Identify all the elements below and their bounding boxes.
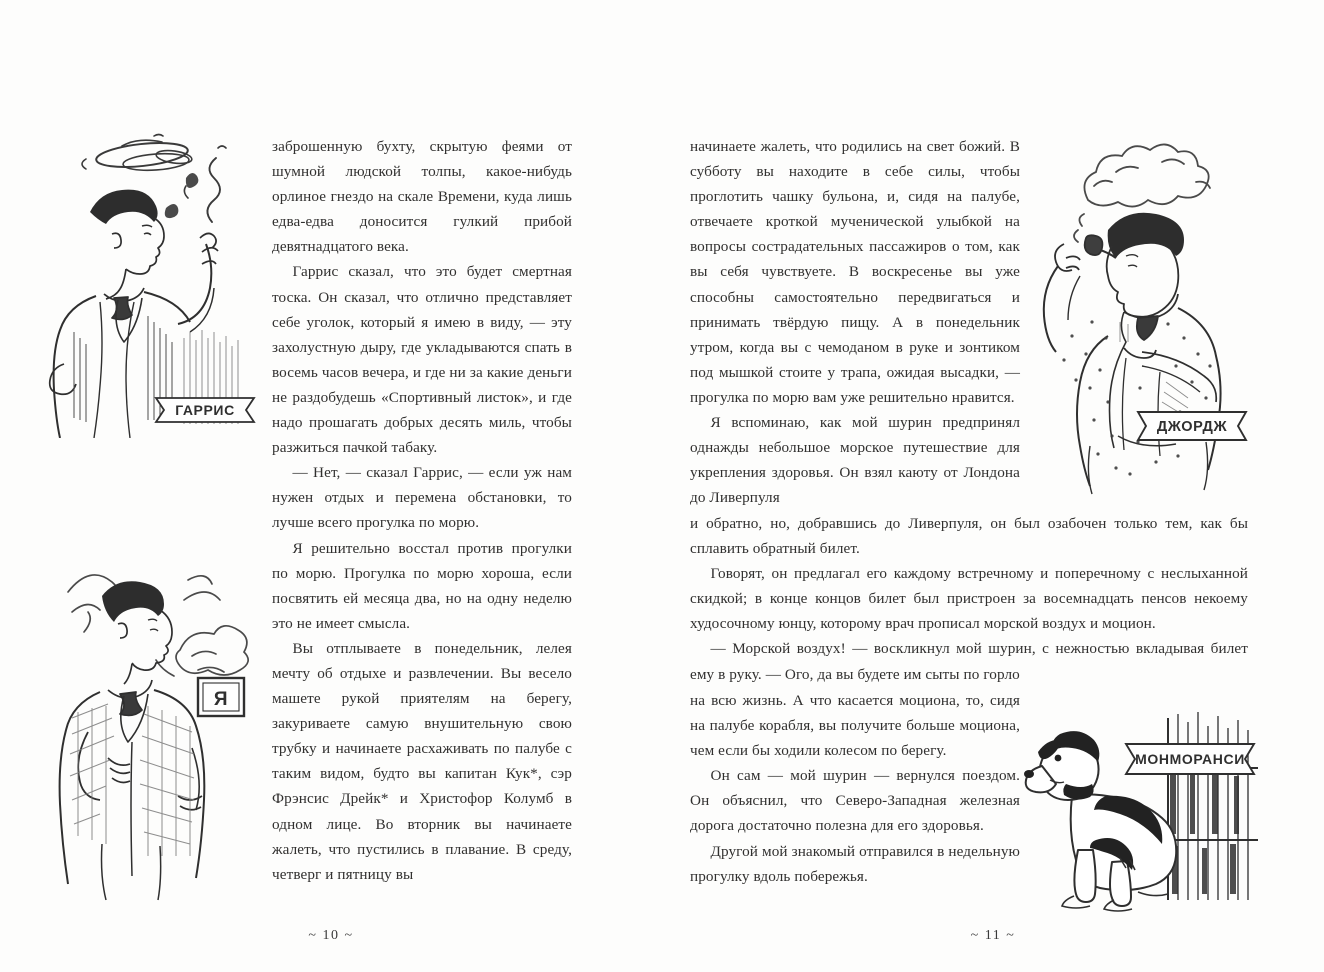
- page-right: [662, 0, 1324, 972]
- page-number-right: ~ 11 ~: [970, 928, 1016, 943]
- illustration-george: [1020, 126, 1272, 498]
- illustration-harris: [38, 126, 264, 438]
- george-caption: ДЖОРДЖ: [1156, 419, 1228, 435]
- paragraph: и обратно, но, добравшись до Ливерпуля, он был озабочен только тем, как бы сплавить обратный билет.: [690, 515, 1248, 558]
- harris-caption: ГАРРИС: [175, 402, 235, 418]
- paragraph: — Нет, — сказал Гаррис, — если уж нам нужен отдых и перемена обстановки, то лучше всего прогулка по морю.: [272, 464, 572, 532]
- paragraph: Гаррис сказал, что это будет смертная тоска. Он сказал, что отлично представляет себе уголок, который я имею в виду, — эту захолустную дыру, где укладываются спать в восемь часов вечера, и где ни за какие деньги не раздобудешь «Спортивный листок», и где надо прошагать добрых десять миль, чтобы разжиться пачкой табаку.: [272, 263, 572, 457]
- narrator-nameplate: [198, 678, 244, 716]
- george-nameplate: [1138, 412, 1246, 440]
- right-page-text-top: [690, 134, 1020, 510]
- paragraph: на всю жизнь. А что касается моциона, то, сидя на палубе корабля, вы получите больше моциона, чем если бы ходили колесом по берегу.: [690, 692, 1020, 760]
- paragraph: Он сам — мой шурин — вернулся поездом. Он объяснил, что Северо-Западная железная дорога достаточно полезна для его здоровья.: [690, 767, 1020, 835]
- paragraph: начинаете жалеть, что родились на свет божий. В субботу вы находите в себе силы, чтобы проглотить чашку бульона, и, сидя на палубе, отвечаете кроткой мученической улыбкой на вопросы сострадательных пассажиров о том, как вы себя чувствуете. В воскресенье вы уже способны самостоятельно передвигаться и принимать твёрдую пищу. А в понедельник утром, когда вы с чемоданом в руке и зонтиком под мышкой стоите у трапа, ожидая высадки, — прогулка по морю вам уже решительно нравится.: [690, 138, 1020, 406]
- right-page-text-bottom: [690, 688, 1020, 889]
- montmorency-caption: МОНМОРАНСИ: [1135, 751, 1245, 767]
- illustration-narrator: [48, 528, 266, 920]
- illustration-montmorency: [1020, 700, 1272, 922]
- paragraph: Другой мой знакомый отправился в недельную прогулку вдоль побережья.: [690, 842, 1020, 885]
- paragraph: заброшенную бухту, скрытую феями от шумной людской толпы, какое-нибудь орлиное гнездо на скале Времени, куда лишь едва-едва доносится гулкий прибой девятнадцатого века.: [272, 138, 572, 256]
- narrator-caption: Я: [213, 689, 229, 710]
- harris-nameplate: [156, 398, 254, 422]
- paragraph: Вы отплываете в понедельник, лелея мечту об отдыхе и развлечении. Вы весело машете рукой приятелям на берегу, закуриваете самую внушительную свою трубку и начинаете расхаживать по палубе с таким видом, будто вы капитан Кук*, сэр Фрэнсис Дрейк* и Христофор Колумб в одном лице. Во вторник вы начинаете жалеть, что пустились в плавание. В среду, четверг и пятницу вы: [272, 639, 572, 883]
- montmorency-nameplate: [1126, 744, 1254, 774]
- left-page-text: [272, 134, 572, 887]
- paragraph: Я вспоминаю, как мой шурин предпринял однажды небольшое морское путешествие для укрепления здоровья. Он взял каюту от Лондона до Ливерпуля: [690, 414, 1020, 507]
- page-number-left: ~ 10 ~: [308, 928, 354, 943]
- paragraph: Я решительно восстал против прогулки по морю. Прогулка по морю хороша, если посвятить ей месяца два, но на одну неделю это не имеет смысла.: [272, 539, 572, 632]
- paragraph: — Морской воздух! — воскликнул мой шурин, с нежностью вкладывая билет ему в руку. — Ого, да вы будете им сыты по горло: [690, 640, 1248, 683]
- paragraph: Говорят, он предлагал его каждому встречному и поперечному с неслыханной скидкой; в конце концов билет был пристроен за восемнадцать пенсов некоему худосочному юнцу, которому врач прописал морской воздух и моцион.: [690, 565, 1248, 633]
- right-page-text-middle: [690, 511, 1248, 687]
